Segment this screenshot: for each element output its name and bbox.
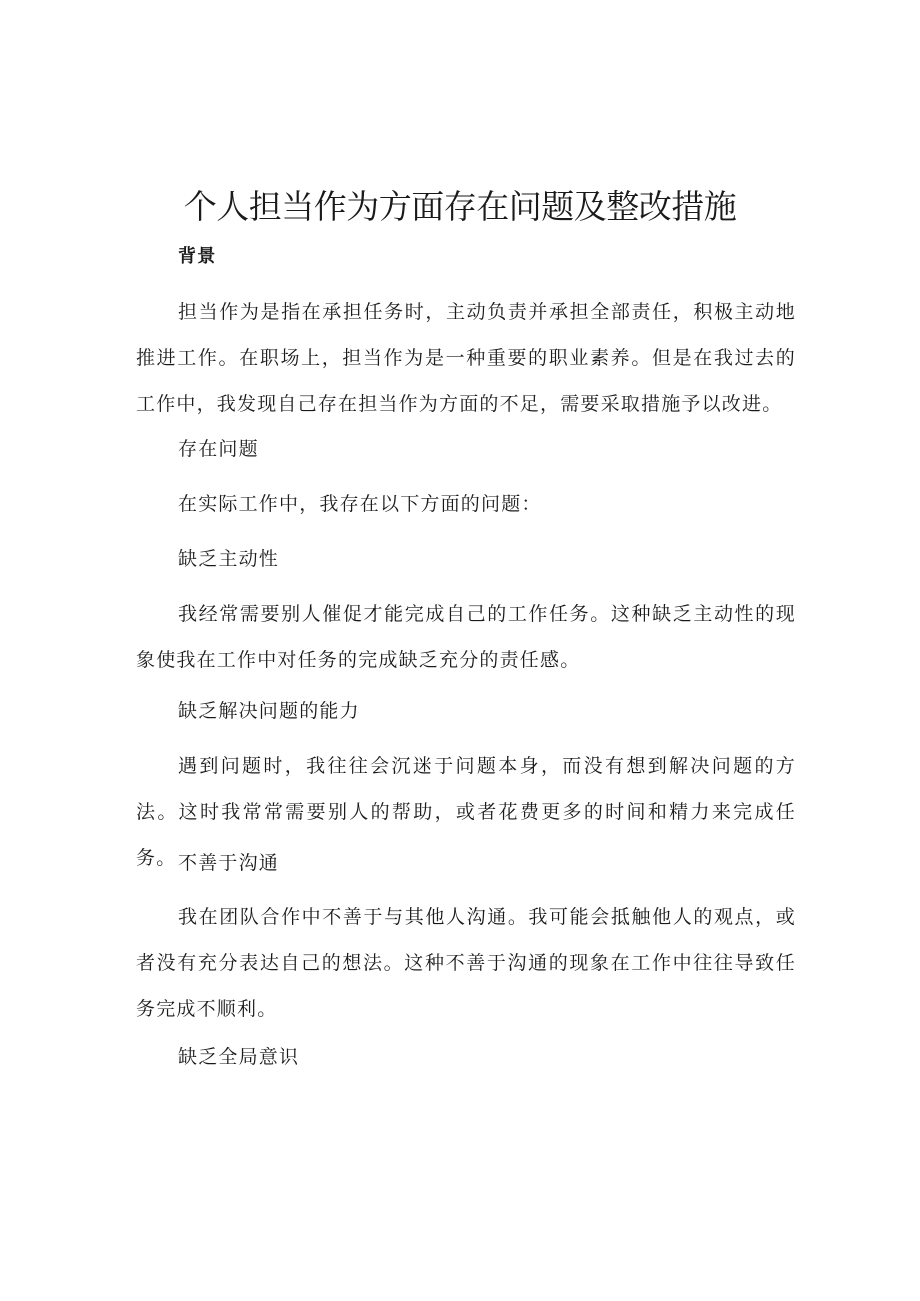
section-heading-background: 背景 (178, 246, 217, 267)
issue-heading-problem-solving: 缺乏解决问题的能力 (178, 700, 360, 722)
paragraph-background: 担当作为是指在承担任务时，主动负责并承担全部责任，积极主动地推进工作。在职场上，担当作为是一种重要的职业素养。但是在我过去的工作中，我发现自己存在担当作为方面的不足，需要采取措施予以改进。 (136, 301, 796, 415)
issue-heading-communication: 不善于沟通 (178, 852, 280, 874)
issue-heading-big-picture: 缺乏全局意识 (178, 1046, 300, 1068)
paragraph-problem-solving: 遇到问题时，我往往会沉迷于问题本身，而没有想到解决问题的方法。这时我常常需要别人的帮助，或者花费更多的时间和精力来完成任务。 (136, 755, 796, 869)
issue-heading-initiative: 缺乏主动性 (178, 548, 280, 570)
paragraph-initiative: 我经常需要别人催促才能完成自己的工作任务。这种缺乏主动性的现象使我在工作中对任务的完成缺乏充分的责任感。 (136, 603, 796, 671)
document-title: 个人担当作为方面存在问题及整改措施 (183, 187, 737, 226)
section-heading-problems: 存在问题 (178, 438, 259, 460)
paragraph-problems-intro: 在实际工作中，我存在以下方面的问题： (178, 493, 542, 515)
paragraph-communication: 我在团队合作中不善于与其他人沟通。我可能会抵触他人的观点，或者没有充分表达自己的想法。这种不善于沟通的现象在工作中往往导致任务完成不顺利。 (136, 906, 796, 1020)
